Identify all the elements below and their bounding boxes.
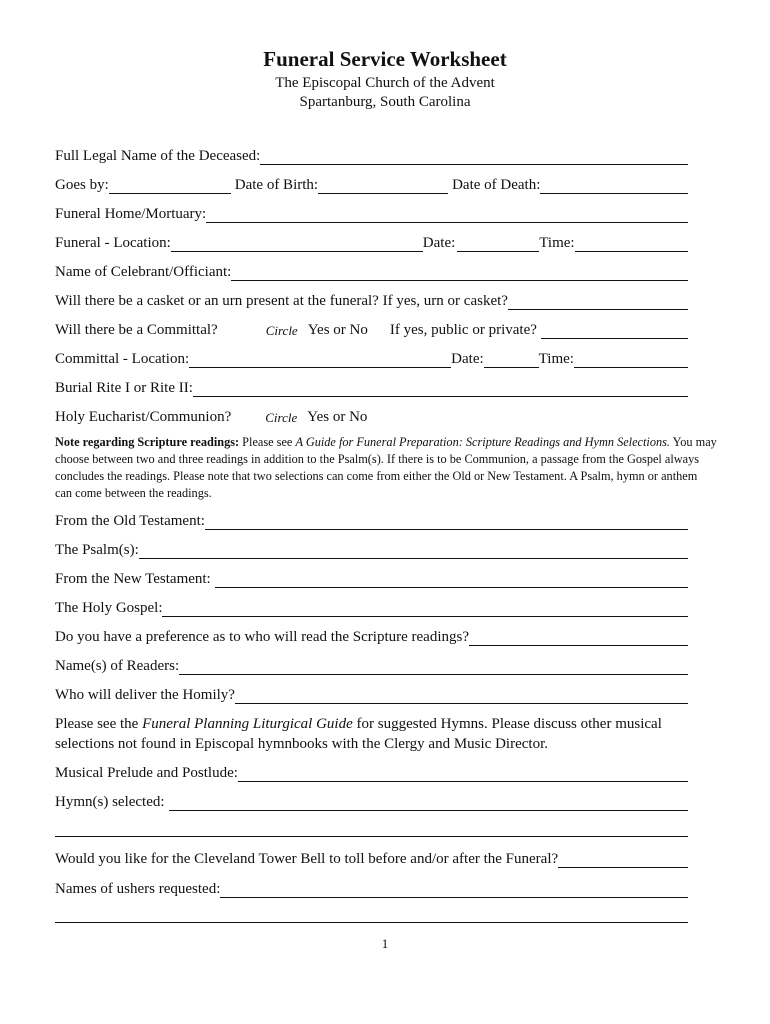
funeral-home-field[interactable] (206, 206, 688, 223)
old-testament-label: From the Old Testament: (55, 513, 205, 529)
prelude-row (55, 760, 688, 782)
date-of-death-label: Date of Death: (452, 177, 541, 193)
burial-rite-label: Burial Rite I or Rite II: (55, 380, 193, 396)
burial-rite-field[interactable] (193, 380, 688, 397)
committal-location-label: Committal - Location: (55, 351, 190, 367)
funeral-location-field[interactable] (171, 235, 423, 252)
date-of-birth-label: Date of Birth: (234, 177, 319, 193)
funeral-time-label: Time: (539, 235, 575, 251)
tower-bell-row (55, 846, 688, 868)
hymns-row (55, 789, 688, 811)
old-testament-row (55, 508, 688, 530)
committal-circle-hint: Circle (265, 323, 298, 338)
reader-preference-row (55, 624, 688, 646)
prelude-label: Musical Prelude and Postlude: (55, 765, 238, 781)
committal-location-field[interactable] (189, 351, 451, 368)
music-text-1: Please see the (55, 716, 143, 732)
committal-date-field[interactable] (484, 351, 539, 368)
committal-label: Will there be a Committal? (55, 322, 218, 338)
reader-preference-field[interactable] (469, 629, 688, 646)
deceased-name-label: Full Legal Name of the Deceased: (55, 148, 261, 164)
homily-field[interactable] (235, 687, 688, 704)
celebrant-label: Name of Celebrant/Officiant: (55, 264, 232, 280)
tower-bell-field[interactable] (558, 851, 688, 868)
hymns-field[interactable] (169, 794, 688, 811)
psalms-row (55, 537, 688, 559)
gospel-row (55, 595, 688, 617)
names-dates-row (55, 172, 688, 194)
hymns-label: Hymn(s) selected: (55, 794, 165, 810)
music-guide-title: Funeral Planning Liturgical Guide (142, 716, 353, 732)
celebrant-field[interactable] (231, 264, 688, 281)
gospel-field[interactable] (162, 600, 688, 617)
new-testament-label: From the New Testament: (55, 571, 211, 587)
homily-label: Who will deliver the Homily? (55, 687, 235, 703)
funeral-date-field[interactable] (457, 235, 539, 252)
casket-label: Will there be a casket or an urn present at the funeral? If yes, urn or casket? (55, 293, 508, 309)
scripture-note (55, 434, 717, 502)
reader-preference-label: Do you have a preference as to who will read the Scripture readings? (55, 629, 470, 645)
readers-row (55, 653, 688, 675)
goes-by-field[interactable] (109, 177, 231, 194)
old-testament-field[interactable] (205, 513, 688, 530)
readers-field[interactable] (179, 658, 688, 675)
ushers-field[interactable] (220, 881, 688, 898)
music-note (55, 714, 695, 754)
note-lead: Note regarding Scripture readings: (55, 435, 240, 449)
hymns-extra-line[interactable] (55, 836, 688, 837)
date-of-death-field[interactable] (540, 177, 688, 194)
ushers-label: Names of ushers requested: (55, 881, 221, 897)
funeral-home-row (55, 201, 688, 223)
eucharist-row (55, 404, 688, 426)
psalms-field[interactable] (139, 542, 688, 559)
funeral-location-row (55, 230, 688, 252)
ushers-extra-line[interactable] (55, 922, 688, 923)
committal-location-row (55, 346, 688, 368)
new-testament-field[interactable] (215, 571, 688, 588)
public-private-label: If yes, public or private? (389, 322, 537, 338)
tower-bell-label: Would you like for the Cleveland Tower Bell to toll before and/or after the Funeral? (55, 851, 559, 867)
eucharist-yes-no[interactable]: Yes or No (307, 409, 368, 425)
committal-time-field[interactable] (574, 351, 688, 368)
deceased-name-field[interactable] (260, 148, 688, 165)
funeral-home-label: Funeral Home/Mortuary: (55, 206, 207, 222)
funeral-location-label: Funeral - Location: (55, 235, 171, 251)
new-testament-row (55, 566, 688, 588)
note-guide-title: A Guide for Funeral Preparation: Scripture Readings and Hymn Selections. (295, 435, 670, 449)
page-number: 1 (381, 936, 389, 951)
committal-date-label: Date: (451, 351, 484, 367)
readers-label: Name(s) of Readers: (55, 658, 180, 674)
prelude-field[interactable] (238, 765, 688, 782)
goes-by-label: Goes by: (55, 177, 109, 193)
note-text-2: You may choose between two and three readings in addition to the Psalm(s). If there is to be Communion, a passage from the Gospel always concludes the readings. Please note that two selections can come from either the Old or New Testament. A Psalm, hymn or anthem can come between the readings. (55, 435, 717, 500)
church-location: Spartanburg, South Carolina (299, 94, 471, 110)
date-of-birth-field[interactable] (318, 177, 448, 194)
burial-rite-row (55, 375, 688, 397)
homily-row (55, 682, 688, 704)
gospel-label: The Holy Gospel: (55, 600, 163, 616)
ushers-row (55, 876, 688, 898)
committal-row (55, 317, 688, 339)
casket-row (55, 288, 688, 310)
casket-field[interactable] (508, 293, 688, 310)
eucharist-circle-hint: Circle (265, 410, 298, 425)
note-text-1: Please see (239, 435, 296, 449)
public-private-field[interactable] (541, 322, 688, 339)
celebrant-row (55, 259, 688, 281)
deceased-name-row (55, 143, 688, 165)
funeral-date-label: Date: (422, 235, 456, 251)
committal-time-label: Time: (538, 351, 574, 367)
committal-yes-no[interactable]: Yes or No (307, 322, 368, 338)
eucharist-label: Holy Eucharist/Communion? (55, 409, 232, 425)
music-text-2: for suggested Hymns. Please discuss other musical selections not found in Episcopal hymnbooks with the Clergy and Music Director. (55, 716, 662, 752)
funeral-time-field[interactable] (575, 235, 688, 252)
church-name: The Episcopal Church of the Advent (275, 75, 495, 91)
psalms-label: The Psalm(s): (55, 542, 139, 558)
page-title: Funeral Service Worksheet (263, 47, 507, 71)
